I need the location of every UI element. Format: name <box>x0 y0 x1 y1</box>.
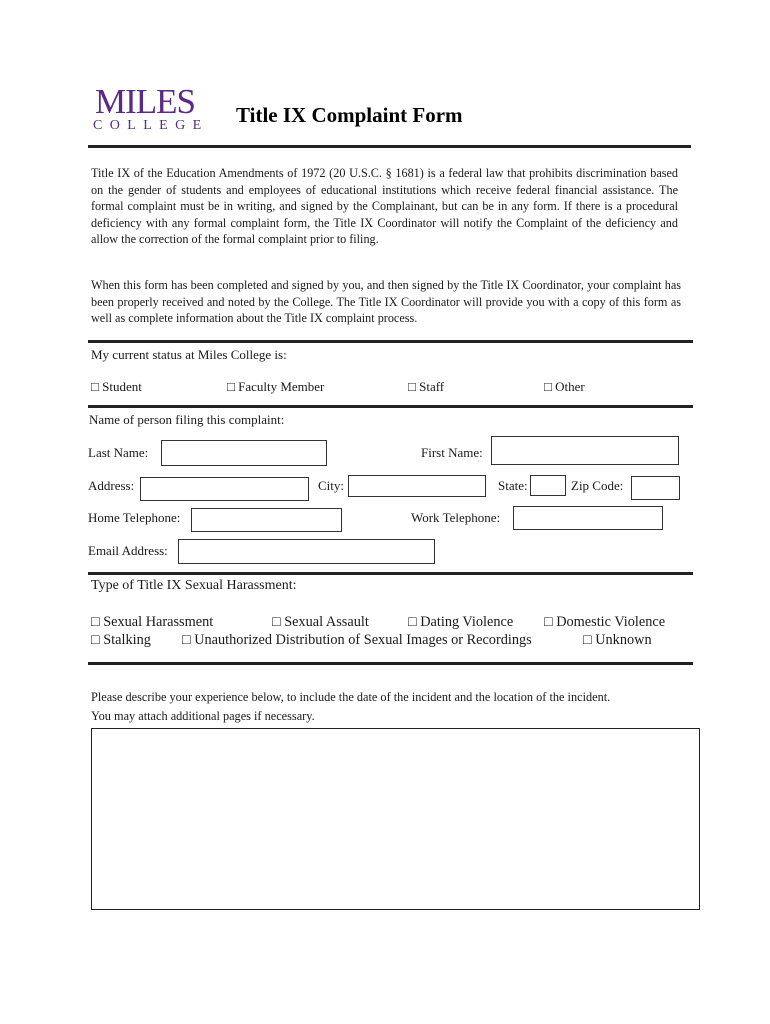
description-line-2: You may attach additional pages if necessary. <box>91 709 315 723</box>
last-name-field[interactable] <box>161 440 327 466</box>
zip-field[interactable] <box>631 476 680 500</box>
page-title: Title IX Complaint Form <box>236 103 463 127</box>
intro-paragraph-2: When this form has been completed and signed by you, and then signed by the Title IX Coordinator, your complaint has been properly received and noted by the College. The Title IX Coordinator will provide you with a copy of this form as well as complete information about the Title IX complaint process. <box>91 278 681 326</box>
first-name-field[interactable] <box>491 436 679 465</box>
filer-divider <box>88 405 693 408</box>
description-instructions <box>91 688 691 726</box>
status-option-student[interactable]: □ Student <box>91 379 142 394</box>
state-label: State: <box>498 478 528 493</box>
work-phone-field[interactable] <box>513 506 663 530</box>
home-phone-field[interactable] <box>191 508 342 532</box>
title-divider <box>88 145 691 148</box>
harassment-heading: Type of Title IX Sexual Harassment: <box>91 578 297 593</box>
status-divider <box>88 340 693 343</box>
status-prompt: My current status at Miles College is: <box>91 347 287 362</box>
logo-college: COLLEGE <box>93 118 209 133</box>
state-field[interactable] <box>530 475 566 496</box>
email-label: Email Address: <box>88 543 168 558</box>
harassment-option-sexual-harassment[interactable]: □ Sexual Harassment <box>91 614 214 630</box>
logo-miles: MILES <box>95 82 195 121</box>
harassment-option-domestic-violence[interactable]: □ Domestic Violence <box>544 614 666 630</box>
address-field[interactable] <box>140 477 309 501</box>
email-field[interactable] <box>178 539 435 564</box>
home-phone-label: Home Telephone: <box>88 510 181 525</box>
description-line-1: Please describe your experience below, to include the date of the incident and the location of the incident. <box>91 690 611 704</box>
last-name-label: Last Name: <box>88 445 149 460</box>
harassment-option-unauthorized-distribution[interactable]: □ Unauthorized Distribution of Sexual Images or Recordings <box>182 632 532 648</box>
status-option-faculty[interactable]: □ Faculty Member <box>227 379 325 394</box>
city-field[interactable] <box>348 475 486 497</box>
first-name-label: First Name: <box>421 445 483 460</box>
harassment-divider <box>88 572 693 575</box>
address-label: Address: <box>88 478 135 493</box>
zip-label: Zip Code: <box>571 478 624 493</box>
harassment-option-unknown[interactable]: □ Unknown <box>583 632 652 648</box>
harassment-option-sexual-assault[interactable]: □ Sexual Assault <box>272 614 369 630</box>
work-phone-label: Work Telephone: <box>411 510 501 525</box>
description-textarea[interactable] <box>91 728 700 910</box>
description-divider <box>88 662 693 665</box>
status-option-staff[interactable]: □ Staff <box>408 379 445 394</box>
city-label: City: <box>318 478 345 493</box>
filer-heading: Name of person filing this complaint: <box>89 412 285 427</box>
harassment-option-dating-violence[interactable]: □ Dating Violence <box>408 614 514 630</box>
intro-paragraph-1: Title IX of the Education Amendments of 1972 (20 U.S.C. § 1681) is a federal law that prohibits discrimination based on the gender of students and employees of educational institutions which receive federal financial assistance. The formal complaint must be in writing, and signed by the Complainant, but can be in any form. If there is a procedural deficiency with any formal complaint form, the Title IX Coordinator will notify the Complaint of the deficiency and allow the correction of the formal complaint prior to filing. <box>91 166 678 247</box>
harassment-option-stalking[interactable]: □ Stalking <box>91 632 151 648</box>
status-option-other[interactable]: □ Other <box>544 379 585 394</box>
